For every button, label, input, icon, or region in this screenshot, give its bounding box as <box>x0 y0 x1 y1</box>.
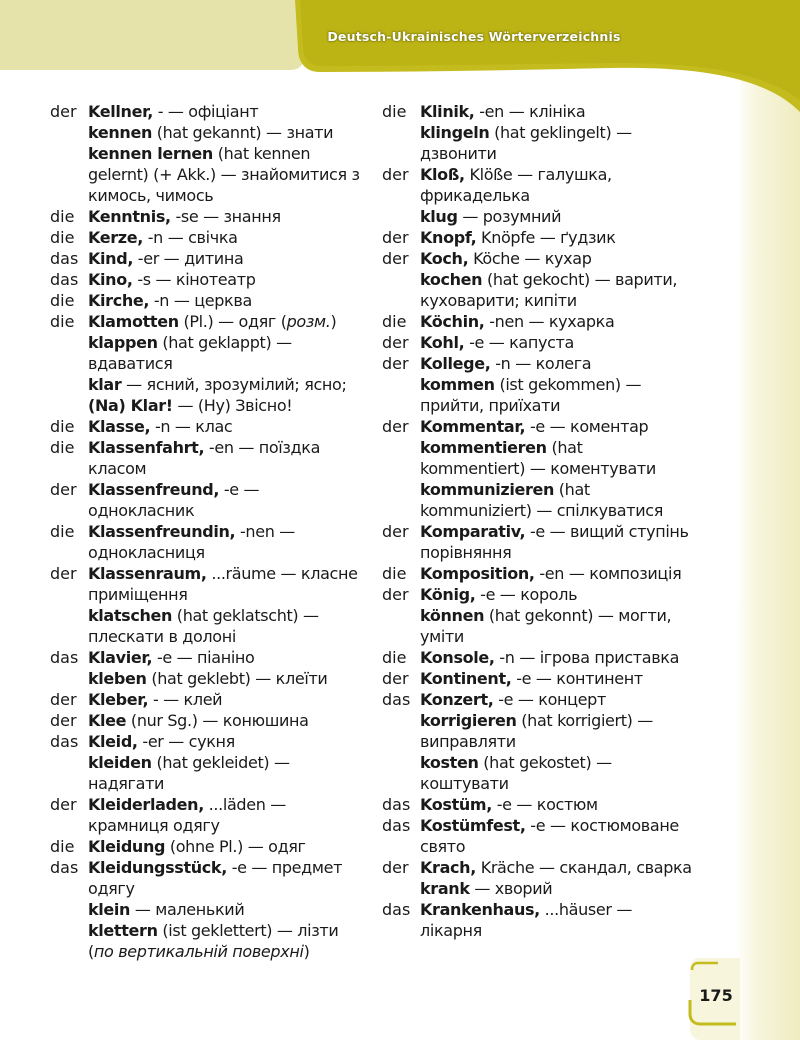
definition: -nen — кухарка <box>484 312 615 331</box>
dictionary-entry <box>382 668 692 689</box>
definition: (hat gekonnt) — могти, уміти <box>420 606 672 646</box>
definition: -en — композиція <box>534 564 682 583</box>
definition: -er — дитина <box>133 249 244 268</box>
definition: -nen — однокласниця <box>88 522 295 562</box>
headword: Klinik, <box>420 102 475 121</box>
entry-text <box>88 416 368 437</box>
dictionary-entry <box>50 374 368 395</box>
entry-article: der <box>382 669 409 688</box>
headword: kochen <box>420 270 483 289</box>
dictionary-entry <box>50 143 368 206</box>
definition: -e — однокласник <box>88 480 260 520</box>
dictionary-entry <box>382 311 692 332</box>
entry-article: der <box>382 354 409 373</box>
dictionary-entry <box>382 353 692 374</box>
headword: klettern <box>88 921 158 940</box>
dictionary-entry <box>382 794 692 815</box>
top-band <box>0 0 305 70</box>
entry-text <box>420 899 692 941</box>
dictionary-entry <box>382 584 692 605</box>
definition: (ist gekommen) — прийти, приїхати <box>420 375 642 415</box>
dictionary-entry <box>50 857 368 899</box>
entry-text <box>420 563 692 584</box>
entry-article: die <box>50 207 75 226</box>
dictionary-entry <box>382 227 692 248</box>
dictionary-entry <box>382 269 692 311</box>
headword: Kleidungsstück, <box>88 858 227 877</box>
headword: Klassenraum, <box>88 564 207 583</box>
entry-article: der <box>50 102 77 121</box>
entry-article: der <box>382 858 409 877</box>
dictionary-entry <box>382 332 692 353</box>
definition: Knöpfe — ґудзик <box>476 228 616 247</box>
definition: ) <box>330 312 337 331</box>
entry-text <box>420 647 692 668</box>
dictionary-entry <box>382 374 692 416</box>
headword: Klamotten <box>88 312 179 331</box>
dictionary-entry <box>50 101 368 122</box>
entry-text <box>88 605 368 647</box>
dictionary-entry <box>382 647 692 668</box>
entry-article: die <box>50 291 75 310</box>
entry-article: die <box>382 648 407 667</box>
definition: ...räume — класне приміщення <box>88 564 358 604</box>
entry-article: der <box>382 333 409 352</box>
headword: Koch, <box>420 249 469 268</box>
headword: Knopf, <box>420 228 477 247</box>
headword: Komposition, <box>420 564 535 583</box>
definition: -n — клас <box>150 417 233 436</box>
definition: -e — капуста <box>464 333 574 352</box>
entry-article: das <box>50 249 79 268</box>
definition: -e — континент <box>511 669 643 688</box>
dictionary-entry <box>382 878 692 899</box>
entry-text <box>88 101 368 122</box>
entry-article: der <box>382 522 409 541</box>
dictionary-entry <box>50 416 368 437</box>
headword: Kleid, <box>88 732 138 751</box>
entry-text <box>88 248 368 269</box>
headword: Kellner, <box>88 102 153 121</box>
entry-article: das <box>382 816 411 835</box>
definition: (hat gekostet) — коштувати <box>420 753 612 793</box>
headword: Kerze, <box>88 228 144 247</box>
definition: ...läden — крамниця одягу <box>88 795 286 835</box>
headword: Komparativ, <box>420 522 526 541</box>
entry-article: die <box>50 228 75 247</box>
headword: Klassenfreundin, <box>88 522 236 541</box>
dictionary-entry <box>50 794 368 836</box>
definition: (hat geklappt) — вдаватися <box>88 333 292 373</box>
definition: -e — вищий ступінь порівняння <box>420 522 689 562</box>
definition: — (Ну) Звісно! <box>172 396 293 415</box>
entry-text <box>88 206 368 227</box>
definition: (hat geklingelt) — дзвонити <box>420 123 632 163</box>
headword: klar <box>88 375 122 394</box>
dictionary-entry <box>50 479 368 521</box>
entry-text <box>88 311 368 332</box>
definition: (ist geklettert) — лізти ( <box>88 921 339 961</box>
entry-article: der <box>50 795 77 814</box>
right-column <box>382 101 692 941</box>
definition: -n — колега <box>490 354 592 373</box>
headword: kommentieren <box>420 438 547 457</box>
dictionary-entry <box>50 437 368 479</box>
entry-text <box>420 164 692 206</box>
headword: kennen <box>88 123 152 142</box>
entry-article: das <box>382 900 411 919</box>
entry-text <box>88 290 368 311</box>
dictionary-entry <box>50 689 368 710</box>
headword: Kollege, <box>420 354 491 373</box>
headword: Konzert, <box>420 690 494 709</box>
definition: — ясний, зрозумілий; ясно; <box>121 375 347 394</box>
definition: -n — ігрова приставка <box>494 648 680 667</box>
entry-article: das <box>50 858 79 877</box>
dictionary-entry <box>382 605 692 647</box>
entry-text <box>88 332 368 374</box>
entry-article: der <box>50 480 77 499</box>
headword: Klassenfahrt, <box>88 438 205 457</box>
entry-article: der <box>50 711 77 730</box>
definition: Köche — кухар <box>468 249 592 268</box>
definition: -se — знання <box>170 207 281 226</box>
dictionary-entry <box>50 521 368 563</box>
definition: -n — церква <box>149 291 252 310</box>
dictionary-entry <box>50 668 368 689</box>
dictionary-entry <box>50 836 368 857</box>
definition: ...häuser — лікарня <box>420 900 632 940</box>
dictionary-entry <box>50 899 368 920</box>
definition: -s — кінотеатр <box>132 270 256 289</box>
entry-article: die <box>50 438 75 457</box>
headword: Kenntnis, <box>88 207 171 226</box>
entry-text <box>420 878 692 899</box>
headword: kosten <box>420 753 479 772</box>
headword: können <box>420 606 485 625</box>
dictionary-entry <box>50 395 368 416</box>
headword: Kleber, <box>88 690 149 709</box>
entry-text <box>88 437 368 479</box>
entry-text <box>420 668 692 689</box>
definition: -e — костюмоване свято <box>420 816 679 856</box>
entry-article: die <box>50 837 75 856</box>
definition: -n — свічка <box>143 228 238 247</box>
dictionary-entry <box>382 563 692 584</box>
definition: (hat gekocht) — варити, куховарити; кипіти <box>420 270 678 310</box>
entry-article: der <box>382 417 409 436</box>
headword: klein <box>88 900 131 919</box>
entry-text <box>420 857 692 878</box>
headword: kommunizieren <box>420 480 555 499</box>
headword: Kostümfest, <box>420 816 526 835</box>
headword: Kohl, <box>420 333 465 352</box>
headword: Kostüm, <box>420 795 492 814</box>
entry-article: die <box>382 312 407 331</box>
entry-text <box>88 563 368 605</box>
entry-text <box>420 206 692 227</box>
page-number: 175 <box>699 985 733 1005</box>
entry-text <box>88 122 368 143</box>
headword: kleben <box>88 669 147 688</box>
entry-text <box>420 710 692 752</box>
entry-text <box>88 731 368 752</box>
note: розм. <box>286 312 331 331</box>
definition: -e — костюм <box>491 795 598 814</box>
headword: Krankenhaus, <box>420 900 540 919</box>
definition: (hat kommuniziert) — спілкуватися <box>420 480 663 520</box>
entry-article: die <box>50 417 75 436</box>
headword: klappen <box>88 333 158 352</box>
definition: — розумний <box>457 207 562 226</box>
headword: krank <box>420 879 470 898</box>
headword: (Na) Klar! <box>88 396 173 415</box>
headword: Klee <box>88 711 127 730</box>
definition: (hat geklebt) — клеїти <box>146 669 328 688</box>
entry-text <box>420 815 692 857</box>
definition: -e — концерт <box>493 690 606 709</box>
entry-text <box>420 584 692 605</box>
entry-text <box>420 605 692 647</box>
entry-article: der <box>382 585 409 604</box>
dictionary-entry <box>50 752 368 794</box>
headword: König, <box>420 585 476 604</box>
entry-text <box>420 248 692 269</box>
entry-text <box>88 374 368 395</box>
entry-article: der <box>50 564 77 583</box>
dictionary-entry <box>382 416 692 437</box>
headword: klatschen <box>88 606 173 625</box>
entry-text <box>420 794 692 815</box>
definition: -e — коментар <box>525 417 649 436</box>
entry-text <box>88 899 368 920</box>
dictionary-entry <box>50 269 368 290</box>
entry-article: der <box>382 165 409 184</box>
entry-text <box>88 857 368 899</box>
entry-text <box>420 122 692 164</box>
entry-text <box>420 689 692 710</box>
dictionary-entry <box>382 710 692 752</box>
definition: — маленький <box>130 900 245 919</box>
dictionary-entry <box>50 206 368 227</box>
entry-text <box>420 521 692 563</box>
entry-article: der <box>382 228 409 247</box>
headword: kleiden <box>88 753 152 772</box>
definition: (nur Sg.) — конюшина <box>126 711 309 730</box>
entry-text <box>420 227 692 248</box>
dictionary-entry <box>382 206 692 227</box>
entry-text <box>88 752 368 794</box>
entry-text <box>88 794 368 836</box>
definition: - — клей <box>148 690 223 709</box>
dictionary-entry <box>50 290 368 311</box>
headword: klingeln <box>420 123 490 142</box>
entry-text <box>88 479 368 521</box>
definition: -e — піаніно <box>152 648 255 667</box>
note: по вертикальній поверхні <box>93 942 304 961</box>
headword: kommen <box>420 375 495 394</box>
dictionary-entry <box>382 164 692 206</box>
entry-article: die <box>50 312 75 331</box>
entry-article: das <box>382 690 411 709</box>
dictionary-entry <box>50 248 368 269</box>
entry-article: das <box>50 732 79 751</box>
entry-article: die <box>382 564 407 583</box>
definition: -e — король <box>475 585 578 604</box>
dictionary-entry <box>50 227 368 248</box>
entry-text <box>88 227 368 248</box>
dictionary-entry <box>50 563 368 605</box>
definition: (hat gekleidet) — надягати <box>88 753 290 793</box>
dictionary-entry <box>382 521 692 563</box>
headword: Klavier, <box>88 648 153 667</box>
definition: - — офіціант <box>153 102 259 121</box>
definition: — хворий <box>469 879 553 898</box>
entry-article: die <box>382 102 407 121</box>
definition: Klöße — галушка, фрикаделька <box>420 165 612 205</box>
definition: (hat kennen gelernt) (+ Akk.) — знайомитися з кимось, чимось <box>88 144 360 205</box>
entry-text <box>88 143 368 206</box>
entry-text <box>420 353 692 374</box>
left-column <box>50 101 368 962</box>
entry-article: die <box>50 522 75 541</box>
dictionary-entry <box>382 101 692 122</box>
definition: (hat korrigiert) — виправляти <box>420 711 653 751</box>
definition: (ohne Pl.) — одяг <box>165 837 306 856</box>
headword: Kirche, <box>88 291 150 310</box>
dictionary-entry <box>382 752 692 794</box>
dictionary-entry <box>50 332 368 374</box>
dictionary-entry <box>382 857 692 878</box>
dictionary-entry <box>50 920 368 962</box>
entry-text <box>420 311 692 332</box>
headword: Klasse, <box>88 417 151 436</box>
entry-text <box>88 395 368 416</box>
entry-text <box>420 479 692 521</box>
entry-text <box>420 752 692 794</box>
dictionary-entry <box>382 248 692 269</box>
entry-article: das <box>50 648 79 667</box>
headword: Konsole, <box>420 648 495 667</box>
definition: Kräche — скандал, сварка <box>475 858 692 877</box>
entry-article: das <box>50 270 79 289</box>
headword: Kontinent, <box>420 669 512 688</box>
entry-text <box>88 920 368 962</box>
headword: klug <box>420 207 458 226</box>
entry-text <box>88 521 368 563</box>
definition: -er — сукня <box>137 732 235 751</box>
entry-text <box>88 836 368 857</box>
definition: -en — поїздка класом <box>88 438 321 478</box>
dictionary-entry <box>382 479 692 521</box>
headword: Klassenfreund, <box>88 480 220 499</box>
headword: Kleidung <box>88 837 166 856</box>
entry-text <box>420 437 692 479</box>
entry-text <box>88 647 368 668</box>
headword: kennen lernen <box>88 144 213 163</box>
side-strip <box>735 70 800 1040</box>
definition: (Pl.) — одяг ( <box>178 312 287 331</box>
entry-text <box>420 332 692 353</box>
entry-text <box>420 269 692 311</box>
headword: Kommentar, <box>420 417 526 436</box>
entry-text <box>420 416 692 437</box>
headword: Köchin, <box>420 312 485 331</box>
entry-text <box>88 269 368 290</box>
entry-text <box>420 374 692 416</box>
dictionary-entry <box>50 605 368 647</box>
entry-text <box>88 668 368 689</box>
dictionary-entry <box>382 899 692 941</box>
entry-text <box>420 101 692 122</box>
entry-text <box>88 689 368 710</box>
definition: (hat gekannt) — знати <box>152 123 334 142</box>
dictionary-entry <box>50 710 368 731</box>
dictionary-entry <box>50 731 368 752</box>
entry-article: der <box>382 249 409 268</box>
dictionary-entry <box>50 122 368 143</box>
headword: Kleiderladen, <box>88 795 204 814</box>
dictionary-entry <box>50 311 368 332</box>
definition: (hat geklatscht) — плескати в долоні <box>88 606 319 646</box>
dictionary-entry <box>382 689 692 710</box>
dictionary-entry <box>382 815 692 857</box>
entry-article: der <box>50 690 77 709</box>
headword: Kino, <box>88 270 133 289</box>
entry-article: das <box>382 795 411 814</box>
definition: (hat kommentiert) — коментувати <box>420 438 656 478</box>
headword: Krach, <box>420 858 476 877</box>
definition: -en — клініка <box>474 102 586 121</box>
definition: ) <box>303 942 310 961</box>
entry-text <box>88 710 368 731</box>
headword: korrigieren <box>420 711 517 730</box>
headword: Kind, <box>88 249 134 268</box>
definition: -e — предмет одягу <box>88 858 343 898</box>
headword: Kloß, <box>420 165 465 184</box>
dictionary-entry <box>50 647 368 668</box>
dictionary-entry <box>382 122 692 164</box>
dictionary-entry <box>382 437 692 479</box>
header-title: Deutsch-Ukrainisches Wörterverzeichnis <box>327 28 621 44</box>
